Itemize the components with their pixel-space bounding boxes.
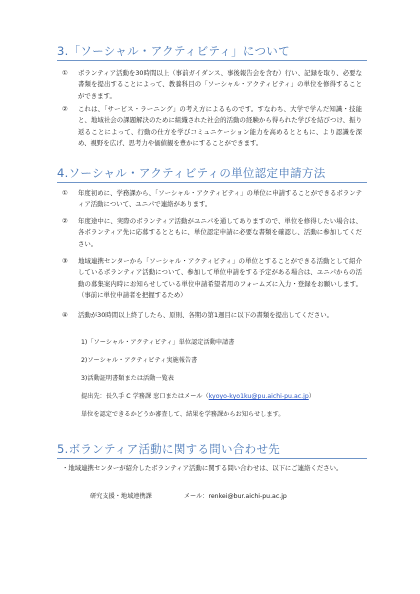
section4-divider [57, 182, 367, 183]
item-number: ④ [62, 311, 68, 319]
section4-item-3 [62, 256, 362, 301]
section5-heading: 5.ボランティア活動に関する問い合わせ先 [57, 442, 281, 456]
item-number: ② [62, 217, 68, 225]
section4-item-4 [62, 310, 362, 321]
item-text: 年度初めに、学務課から、「ソーシャル・アクティビティ」の単位に申請することができるボランティア活動について、ユニパで連絡があります。 [78, 189, 362, 209]
item-text: 地域連携センターから「ソーシャル・アクティビティ」の単位とすることができる活動として紹介しているボランティア活動について、参加して単位申請をする予定がある場合は、ユニパからの活動の募集案内時にお知らせしている単位申請希望者用のフォームズに入力・登録をお願いします。（事前に単位申請者を把握するため） [78, 257, 362, 299]
result-notice: 単位を認定できるかどうか審査して、結果を学務課からお知らせします。 [81, 411, 285, 418]
required-document-1: 1)「ソーシャル・アクティビティ」単位認定活動申請書 [81, 339, 235, 346]
section5-divider [57, 458, 367, 459]
contact-info [90, 491, 287, 500]
required-document-3: 3)活動証明書類または活動一覧表 [81, 375, 174, 382]
item-number: ① [62, 189, 68, 197]
submission-destination [81, 392, 315, 402]
section3-heading: 3.「ソーシャル・アクティビティ」について [57, 44, 290, 58]
section3-divider [57, 60, 367, 61]
section4-item-1 [62, 188, 362, 211]
item-text: ボランティア活動を30時間以上（事前ガイダンス、事後報告会を含む）行い、記録を取り、必要な書類を提出することによって、教養科目の「ソーシャル・アクティビティ」の単位を修得することができます。 [78, 69, 362, 100]
required-document-2: 2)ソーシャル・アクティビティ実施報告書 [81, 357, 198, 364]
section3-item-2 [62, 104, 362, 149]
item-text: これは、「サービス・ラーニング」の考え方によるものです。すなわち、大学で学んだ知識・技能と、地域社会の課題解決のために組織された社会的活動の経験から得られた学びを結びつけ、振り返ることによって、行動の仕方を学びコミュニケーション能力を高めるとともに、より認識を深め、視野を広げ、思考力や価値観を豊かにすることができます。 [78, 105, 362, 147]
item-text: 活動が30時間以上終了したら、原則、各期の第1週目に以下の書類を提出してください。 [78, 311, 334, 319]
section4-heading: 4.ソーシャル・アクティビティの単位認定申請方法 [57, 166, 326, 180]
section4-item-2 [62, 216, 362, 250]
contact-instructions: ・地域連携センターが紹介したボランティア活動に関する問い合わせは、以下にご連絡ください。 [62, 464, 343, 472]
section3-item-1 [62, 68, 362, 102]
item-number: ① [62, 69, 68, 77]
contact-email[interactable]: メール：renkei@bur.aichi-pu.ac.jp [183, 493, 287, 500]
item-number: ② [62, 105, 68, 113]
item-number: ③ [62, 257, 68, 265]
submission-email-link[interactable]: kyoyo-kyo1ku@pu.aichi-pu.ac.jp [208, 393, 309, 400]
contact-department: 研究支援・地域連携課 [90, 493, 152, 500]
submission-suffix: ） [308, 393, 315, 400]
submission-prefix: 提出先：長久手 C 学務課 窓口またはメール（ [81, 393, 209, 400]
item-text: 年度途中に、実際のボランティア活動がユニパを通してありますので、単位を修得したい場合は、各ボランティア先に応募するとともに、単位認定申請に必要な書類を確認し、活動に参加してください。 [78, 217, 362, 248]
